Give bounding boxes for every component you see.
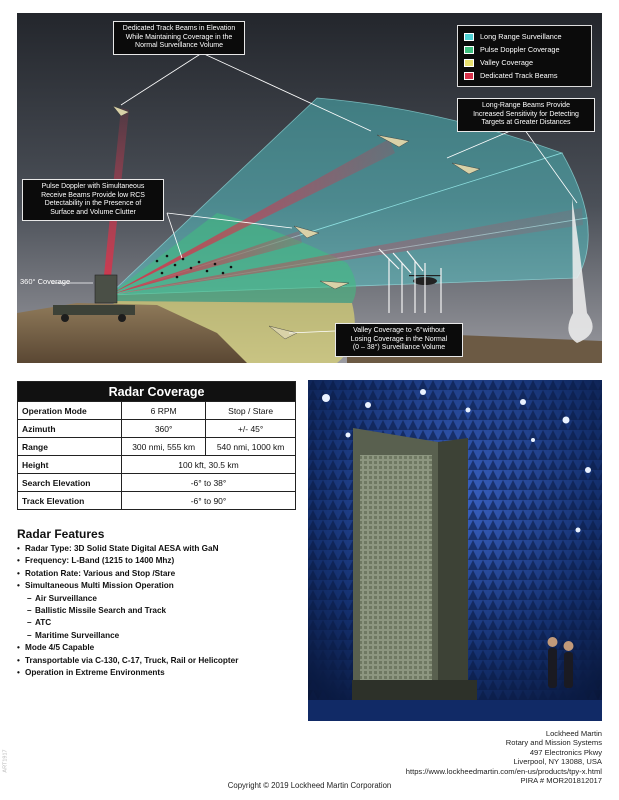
feature-item: [17, 667, 307, 679]
callout-line: While Maintaining Coverage in the: [125, 33, 233, 41]
legend-item: [464, 43, 585, 56]
callout-line: Increased Sensitivity for Detecting: [473, 110, 579, 118]
anechoic-chamber-image: [308, 380, 602, 721]
callout-line: (0 – 38°) Surveillance Volume: [352, 344, 446, 351]
legend-label: Valley Coverage: [480, 58, 533, 67]
callout-line: Surface and Volume Clutter: [50, 208, 136, 216]
company-address: [406, 729, 602, 785]
cell: 540 nmi, 1000 km: [206, 438, 296, 456]
coverage-360-label: 360° Coverage: [20, 277, 71, 286]
feature-item: [17, 655, 307, 667]
callout-line: Dedicated Track Beams in Elevation: [122, 25, 236, 32]
callout-elevation-track: [113, 21, 245, 55]
feature-text: Maritime Surveillance: [35, 630, 120, 640]
feature-text: ATC: [35, 618, 52, 628]
bullet-icon: •: [17, 556, 20, 566]
bullet-icon: •: [17, 568, 20, 578]
callout-line: Pulse Doppler with Simultaneous: [41, 183, 145, 190]
division-name: Rotary and Mission Systems: [505, 738, 602, 748]
dash-icon: –: [27, 606, 32, 616]
callout-valley: [335, 323, 463, 357]
legend-label: Pulse Doppler Coverage: [480, 45, 560, 54]
callout-line: Valley Coverage to -6°without: [353, 327, 445, 334]
cell: +/- 45°: [206, 420, 296, 438]
table-title-row: [18, 382, 296, 402]
dash-icon: –: [27, 593, 32, 603]
cell: -6° to 90°: [122, 492, 296, 510]
features-list: [17, 543, 307, 679]
callout-line: Detectability in the Presence of: [44, 200, 142, 207]
cell: 360°: [122, 420, 206, 438]
callout-line: Receive Beams Provide low RCS: [41, 191, 145, 199]
feature-text: Operation in Extreme Environments: [25, 668, 165, 678]
cell: 300 nmi, 555 km: [122, 438, 206, 456]
row-label: Search Elevation: [18, 474, 122, 492]
feature-item: [17, 580, 307, 592]
feature-text: Rotation Rate: Various and Stop /Stare: [25, 568, 176, 578]
document-code: ART1917: [2, 749, 9, 773]
legend-item: [464, 69, 585, 82]
table-title: Radar Coverage: [18, 382, 296, 402]
legend-label: Long Range Surveillance: [480, 32, 562, 41]
cell: Stop / Stare: [206, 402, 296, 420]
bullet-icon: •: [17, 581, 20, 591]
dash-icon: –: [27, 618, 32, 628]
legend-swatch: [464, 59, 474, 67]
row-label: Azimuth: [18, 420, 122, 438]
feature-text: Radar Type: 3D Solid State Digital AESA with GaN: [25, 544, 219, 553]
feature-text: Frequency: L-Band (1215 to 1400 Mhz): [25, 556, 175, 566]
copyright-notice: Copyright © 2019 Lockheed Martin Corporation: [227, 781, 392, 790]
company-name: Lockheed Martin: [545, 729, 602, 738]
legend-swatch: [464, 33, 474, 41]
row-label: Range: [18, 438, 122, 456]
callout-long-range: [457, 98, 595, 132]
bullet-icon: •: [17, 668, 20, 678]
feature-subitem: [17, 630, 307, 642]
legend-swatch: [464, 72, 474, 80]
feature-text: Simultaneous Multi Mission Operation: [25, 581, 174, 591]
legend-item: [464, 56, 585, 69]
city-address: Liverpool, NY 13088, USA: [513, 757, 602, 767]
bullet-icon: •: [17, 655, 20, 665]
row-label: Track Elevation: [18, 492, 122, 510]
feature-subitem: [17, 605, 307, 617]
feature-text: Air Surveillance: [35, 593, 97, 603]
table-row: [18, 492, 296, 510]
coverage-illustration: [17, 13, 602, 363]
callout-line: Losing Coverage in the Normal: [350, 335, 448, 343]
callout-line: Long-Range Beams Provide: [482, 102, 570, 109]
row-label: Height: [18, 456, 122, 474]
table-row: [18, 420, 296, 438]
feature-item: [17, 642, 307, 654]
table-row: [18, 438, 296, 456]
radar-antenna: [352, 428, 477, 704]
feature-item: [17, 568, 307, 580]
dash-icon: –: [27, 630, 32, 640]
radar-coverage-table: [17, 381, 296, 510]
bullet-icon: •: [17, 544, 20, 553]
bullet-icon: •: [17, 643, 20, 653]
legend: [457, 25, 592, 87]
legend-item: [464, 30, 585, 43]
street-address: 497 Electronics Pkwy: [529, 747, 602, 757]
feature-text: Ballistic Missile Search and Track: [35, 606, 167, 616]
cell: 100 kft, 30.5 km: [122, 456, 296, 474]
callout-line: Normal Surveillance Volume: [135, 42, 223, 49]
legend-label: Dedicated Track Beams: [480, 71, 558, 80]
legend-swatch: [464, 46, 474, 54]
table-row: [18, 402, 296, 420]
feature-item: [17, 543, 307, 555]
feature-subitem: [17, 617, 307, 629]
cell: -6° to 38°: [122, 474, 296, 492]
radar-features: [17, 527, 307, 679]
pira-number: PIRA # MOR201812017: [520, 776, 602, 786]
table-row: [18, 474, 296, 492]
table-row: [18, 456, 296, 474]
feature-item: [17, 555, 307, 567]
feature-subitem: [17, 593, 307, 605]
features-title: Radar Features: [17, 527, 105, 541]
feature-text: Mode 4/5 Capable: [25, 643, 95, 653]
cell: 6 RPM: [122, 402, 206, 420]
radar-photo: [308, 380, 602, 721]
product-url[interactable]: https://www.lockheedmartin.com/en-us/products/tpy-x.html: [405, 766, 602, 776]
callout-line: Targets at Greater Distances: [481, 119, 571, 126]
callout-pulse-doppler: [22, 179, 164, 221]
feature-text: Transportable via C-130, C-17, Truck, Rail or Helicopter: [25, 655, 239, 665]
row-label: Operation Mode: [18, 402, 122, 420]
